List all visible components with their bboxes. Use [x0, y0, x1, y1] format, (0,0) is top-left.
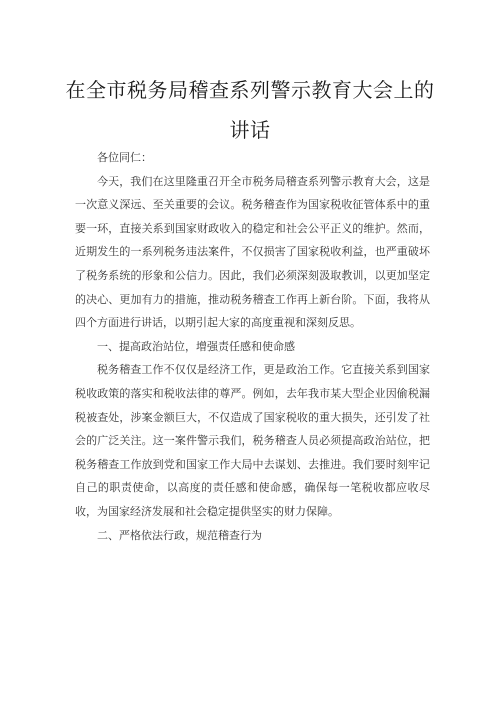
document-title-line2: 讲话	[229, 118, 271, 142]
intro-paragraph: 今天，我们在这里隆重召开全市税务局稽查系列警示教育大会，这是一次意义深远、至关重要的会议。税务稽查作为国家税收征管体系中的重要一环，直接关系到国家财政收入的稳定和社会公平正义的维护。然而，近期发生的一系列税务违法案件，不仅损害了国家税收利益，也严重破坏了税务系统的形象和公信力。因此，我们必须深刻汲取教训，以更加坚定的决心、更加有力的措施，推动税务稽查工作再上新台阶。下面，我将从四个方面进行讲话，以期引起大家的高度重视和深刻反思。	[75, 174, 430, 330]
section-1-heading: 一、提高政治站位，增强责任感和使命感	[97, 339, 295, 353]
document-body	[75, 146, 430, 547]
section-1-paragraph: 税务稽查工作不仅仅是经济工作，更是政治工作。它直接关系到国家税收政策的落实和税收法律的尊严。例如，去年我市某大型企业因偷税漏税被查处，涉案金额巨大，不仅造成了国家税收的重大损失，还引发了社会的广泛关注。这一案件警示我们，税务稽查人员必须提高政治站位，把税务稽查工作放到党和国家工作大局中去谋划、去推进。我们要时刻牢记自己的职责使命，以高度的责任感和使命感，确保每一笔税收都应收尽收，为国家经济发展和社会稳定提供坚实的财力保障。	[75, 363, 430, 518]
section-2-heading: 二、严格依法行政，规范稽查行为	[97, 528, 262, 542]
document-title-line1: 在全市税务局稽查系列警示教育大会上的	[65, 78, 435, 102]
salutation: 各位同仁：	[97, 151, 152, 164]
